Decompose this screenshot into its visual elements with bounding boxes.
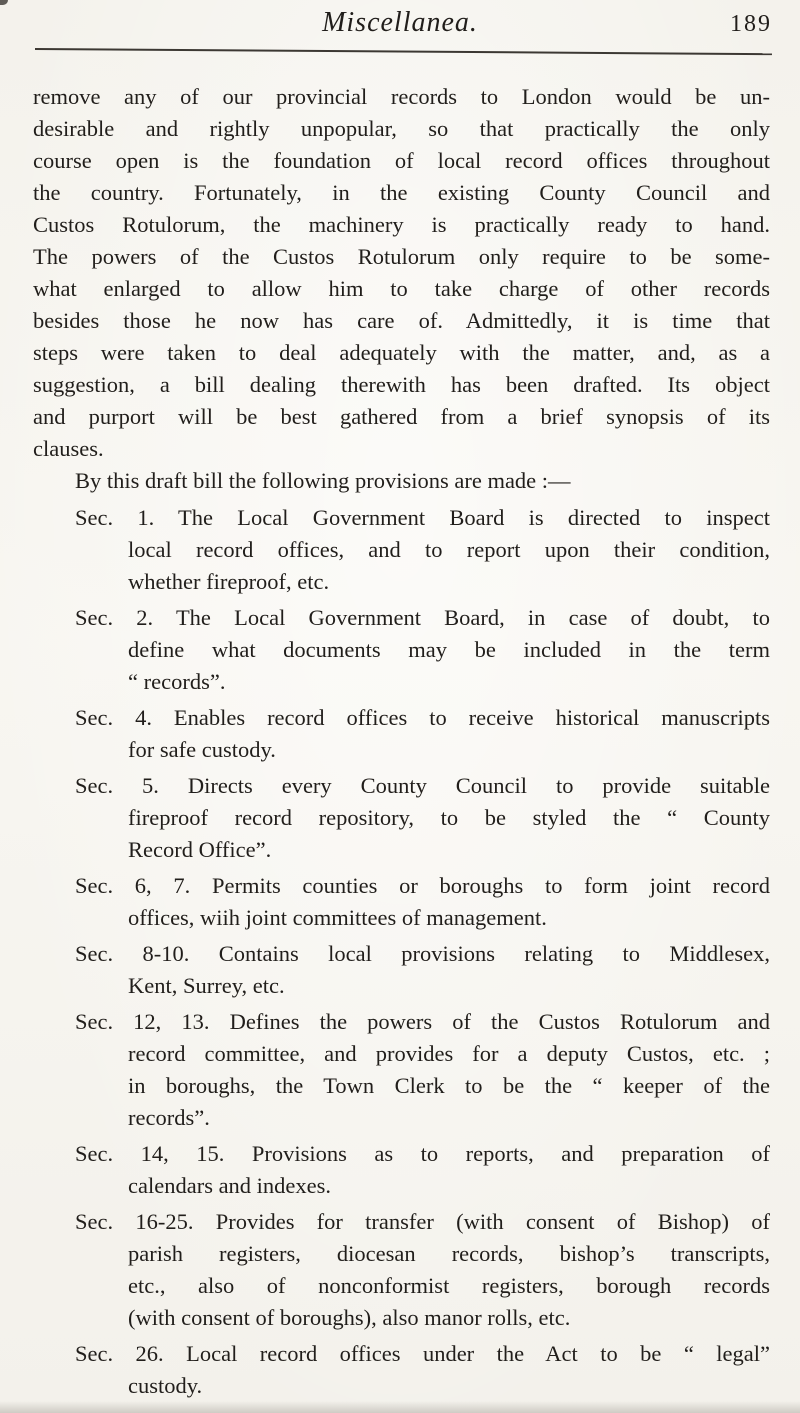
paragraph-line: Custos Rotulorum, the machinery is practically ready to hand. bbox=[33, 212, 770, 237]
section-line: define what documents may be included in the term bbox=[128, 637, 770, 662]
section-item bbox=[33, 770, 770, 866]
paragraph-line: course open is the foundation of local record offices throughout bbox=[33, 148, 770, 173]
page-header bbox=[0, 0, 800, 47]
section-line: record committee, and provides for a deputy Custos, etc. ; bbox=[128, 1041, 770, 1066]
section-first-line: Sec. 12, 13. Defines the powers of the Custos Rotulorum and bbox=[75, 1009, 770, 1034]
section-line: calendars and indexes. bbox=[128, 1173, 332, 1198]
paragraph-line: steps were taken to deal adequately with the matter, and, as a bbox=[33, 340, 770, 365]
section-line: local record offices, and to report upon their condition, bbox=[128, 537, 770, 562]
sections-list bbox=[33, 502, 770, 1402]
section-line: for safe custody. bbox=[128, 737, 276, 762]
section-line: records”. bbox=[128, 1105, 210, 1130]
section-first-line: Sec. 2. The Local Government Board, in case of doubt, to bbox=[75, 605, 770, 630]
section-line: etc., also of nonconformist registers, borough records bbox=[128, 1273, 770, 1298]
paragraph-line: desirable and rightly unpopular, so that practically the only bbox=[33, 116, 770, 141]
paragraph-line: what enlarged to allow him to take charge of other records bbox=[33, 276, 770, 301]
running-head-title: Miscellanea. bbox=[322, 7, 478, 38]
section-first-line: Sec. 4. Enables record offices to receive historical manuscripts bbox=[75, 705, 770, 730]
paragraph-line: remove any of our provincial records to London would be un- bbox=[33, 84, 770, 109]
page-content bbox=[33, 81, 770, 1402]
paragraph-line: the country. Fortunately, in the existing County Council and bbox=[33, 180, 770, 205]
section-first-line: Sec. 16-25. Provides for transfer (with consent of Bishop) of bbox=[75, 1209, 770, 1234]
section-item bbox=[33, 938, 770, 1002]
section-item bbox=[33, 1206, 770, 1334]
section-first-line: Sec. 26. Local record offices under the Act to be “ legal” bbox=[75, 1341, 770, 1366]
section-item bbox=[33, 602, 770, 698]
section-line: Record Office”. bbox=[128, 837, 272, 862]
paragraph-line: besides those he now has care of. Admittedly, it is time that bbox=[33, 308, 770, 333]
header-rule bbox=[35, 48, 772, 55]
section-line: Kent, Surrey, etc. bbox=[128, 973, 285, 998]
page-number: 189 bbox=[730, 11, 772, 37]
section-line: in boroughs, the Town Clerk to be the “ keeper of the bbox=[128, 1073, 770, 1098]
section-first-line: Sec. 1. The Local Government Board is directed to inspect bbox=[75, 505, 770, 530]
paragraph-line: suggestion, a bill dealing therewith has been drafted. Its object bbox=[33, 372, 770, 397]
section-first-line: Sec. 8-10. Contains local provisions relating to Middlesex, bbox=[75, 941, 770, 966]
section-item bbox=[33, 502, 770, 598]
paragraph-line: and purport will be best gathered from a brief synopsis of its bbox=[33, 404, 770, 429]
intro-line: By this draft bill the following provisions are made :— bbox=[75, 468, 571, 493]
scan-artifact-bottom bbox=[0, 1401, 800, 1413]
section-line: parish registers, diocesan records, bishop’s transcripts, bbox=[128, 1241, 770, 1266]
section-item bbox=[33, 702, 770, 766]
paragraph-line: clauses. bbox=[33, 436, 104, 461]
section-line: (with consent of boroughs), also manor rolls, etc. bbox=[128, 1305, 571, 1330]
section-item bbox=[33, 1138, 770, 1202]
section-item bbox=[33, 1006, 770, 1134]
section-line: whether fireproof, etc. bbox=[128, 569, 330, 594]
opening-paragraph bbox=[33, 81, 770, 465]
section-line: offices, wiih joint committees of management. bbox=[128, 905, 547, 930]
section-item bbox=[33, 1338, 770, 1402]
section-item bbox=[33, 870, 770, 934]
section-line: custody. bbox=[128, 1373, 203, 1398]
section-first-line: Sec. 5. Directs every County Council to provide suitable bbox=[75, 773, 770, 798]
section-first-line: Sec. 14, 15. Provisions as to reports, and preparation of bbox=[75, 1141, 770, 1166]
section-line: fireproof record repository, to be styled the “ County bbox=[128, 805, 770, 830]
section-line: “ records”. bbox=[128, 669, 226, 694]
section-first-line: Sec. 6, 7. Permits counties or boroughs to form joint record bbox=[75, 873, 770, 898]
paragraph-line: The powers of the Custos Rotulorum only require to be some- bbox=[33, 244, 770, 269]
